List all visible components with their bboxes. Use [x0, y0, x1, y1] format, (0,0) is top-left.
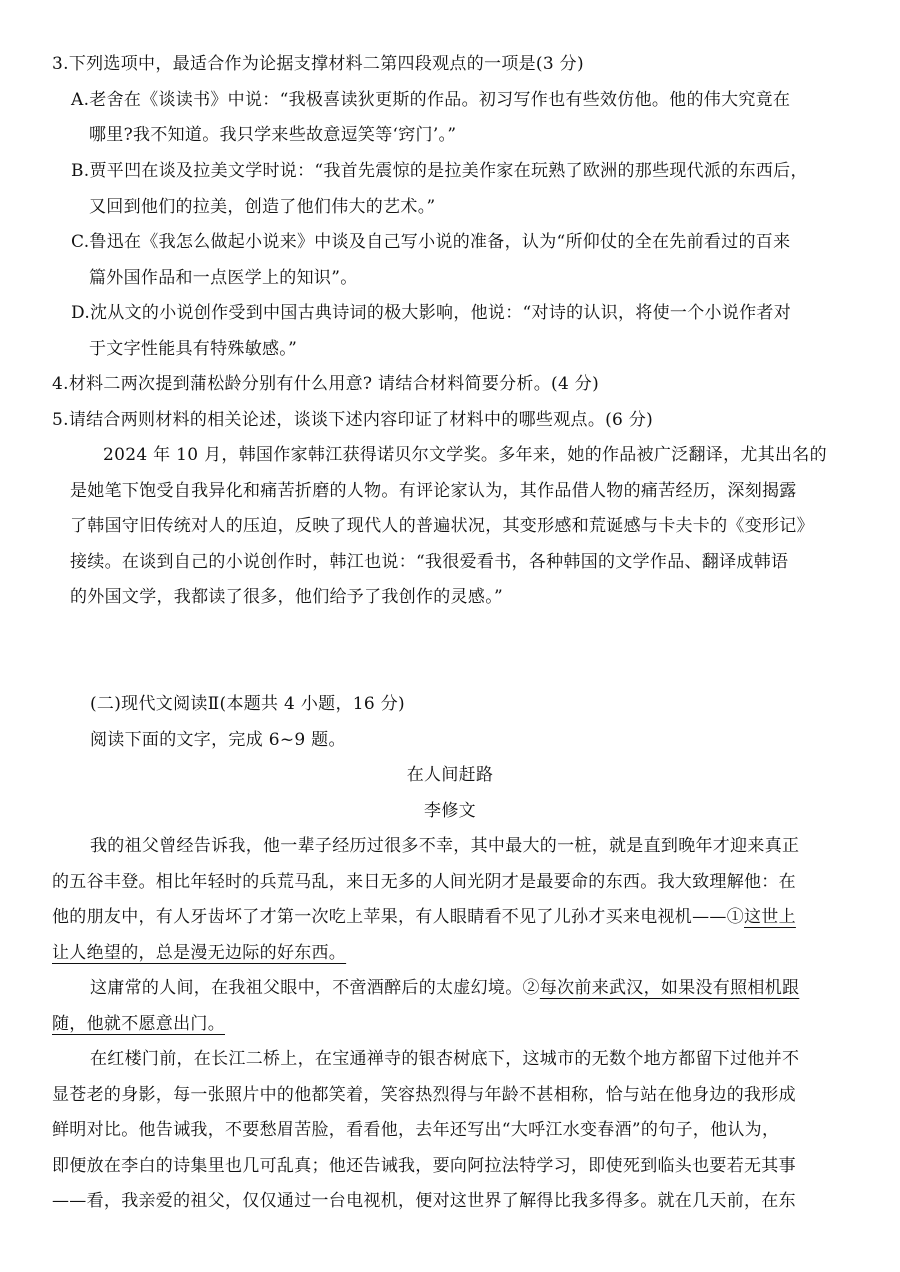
p1-line3 — [52, 906, 796, 928]
underlined-sentence-1-part1: 这世上 — [744, 907, 796, 927]
q3-stem: 3.下列选项中，最适合作为论据支撑材料二第四段观点的一项是(3 分) — [52, 54, 584, 74]
q5-material-line1: 2024 年 10 月，韩国作家韩江获得诺贝尔文学奖。多年来，她的作品被广泛翻译，尤其出名的 — [103, 445, 827, 465]
underlined-sentence-2-part2: 随，他就不愿意出门。 — [52, 1014, 225, 1034]
section2-heading: (二)现代文阅读Ⅱ(本题共 4 小题，16 分) — [90, 694, 405, 714]
q5-material-line2: 是她笔下饱受自我异化和痛苦折磨的人物。有评论家认为，其作品借人物的痛苦经历，深刻揭露 — [70, 481, 797, 501]
p2-line1-plain: 这庸常的人间，在我祖父眼中，不啻酒醉后的太虚幻境。② — [90, 978, 540, 998]
p3-line1: 在红楼门前，在长江二桥上，在宝通禅寺的银杏树底下，这城市的无数个地方都留下过他并不 — [90, 1049, 800, 1069]
q3-option-c-line2: 篇外国作品和一点医学上的知识”。 — [89, 268, 358, 288]
p1-line1: 我的祖父曾经告诉我，他一辈子经历过很多不幸，其中最大的一桩，就是直到晚年才迎来真正 — [90, 836, 800, 856]
p1-line3-plain: 他的朋友中，有人牙齿坏了才第一次吃上苹果，有人眼睛看不见了儿孙才买来电视机——① — [52, 907, 744, 927]
p1-line2: 的五谷丰登。相比年轻时的兵荒马乱，来日无多的人间光阴才是最要命的东西。我大致理解他：在 — [52, 872, 796, 892]
p3-line5: ——看，我亲爱的祖父，仅仅通过一台电视机，便对这世界了解得比我多得多。就在几天前，在东 — [52, 1191, 796, 1211]
q3-option-b-line1: B.贾平凹在谈及拉美文学时说：“我首先震惊的是拉美作家在玩熟了欧洲的那些现代派的东西后， — [71, 161, 808, 181]
underlined-sentence-1-part2: 让人绝望的，总是漫无边际的好东西。 — [52, 943, 347, 963]
underlined-sentence-2-part1: 每次前来武汉，如果没有照相机跟 — [539, 978, 800, 998]
q5-stem: 5.请结合两则材料的相关论述，谈谈下述内容印证了材料中的哪些观点。(6 分) — [52, 410, 654, 430]
q5-material-line4: 接续。在谈到自己的小说创作时，韩江也说：“我很爱看书，各种韩国的文学作品、翻译成韩语 — [70, 552, 789, 572]
p3-line2: 显苍老的身影，每一张照片中的他都笑着，笑容热烈得与年龄不甚相称，恰与站在他身边的我形成 — [52, 1085, 796, 1105]
q3-option-b-line2: 又回到他们的拉美，创造了他们伟大的艺术。” — [89, 197, 436, 217]
q3-option-c-line1: C.鲁迅在《我怎么做起小说来》中谈及自己写小说的准备，认为“所仰仗的全在先前看过的百来 — [71, 232, 791, 252]
p3-line4: 即便放在李白的诗集里也几可乱真；他还告诫我，要向阿拉法特学习，即使死到临头也要若无其事 — [52, 1156, 796, 1176]
p2-line2 — [52, 1013, 225, 1035]
p1-line4 — [52, 942, 346, 964]
q3-option-d-line1: D.沈从文的小说创作受到中国古典诗词的极大影响，他说：“对诗的认识，将使一个小说作者对 — [71, 303, 792, 323]
p3-line3: 鲜明对比。他告诫我，不要愁眉苦脸，看看他，去年还写出“大呼江水变春酒”的句子，他认为， — [52, 1120, 780, 1140]
q3-option-a-line1: A.老舍在《谈读书》中说：“我极喜读狄更斯的作品。初习写作也有些效仿他。他的伟大究竟在 — [71, 90, 791, 110]
q5-material-line3: 了韩国守旧传统对人的压迫，反映了现代人的普遍状况，其变形感和荒诞感与卡夫卡的《变形记》 — [70, 516, 814, 536]
q3-option-d-line2: 于文字性能具有特殊敏感。” — [89, 339, 298, 359]
q5-material-line5: 的外国文学，我都读了很多，他们给予了我创作的灵感。” — [70, 587, 503, 607]
article-title: 在人间赶路 — [406, 765, 494, 785]
article-author: 李修文 — [424, 801, 476, 821]
q4-stem: 4.材料二两次提到蒲松龄分别有什么用意? 请结合材料简要分析。(4 分) — [52, 374, 600, 394]
p2-line1 — [90, 977, 799, 999]
section2-instruction: 阅读下面的文字，完成 6~9 题。 — [90, 730, 346, 750]
q3-option-a-line2: 哪里?我不知道。我只学来些故意逗笑等‘窍门’。” — [89, 125, 457, 145]
